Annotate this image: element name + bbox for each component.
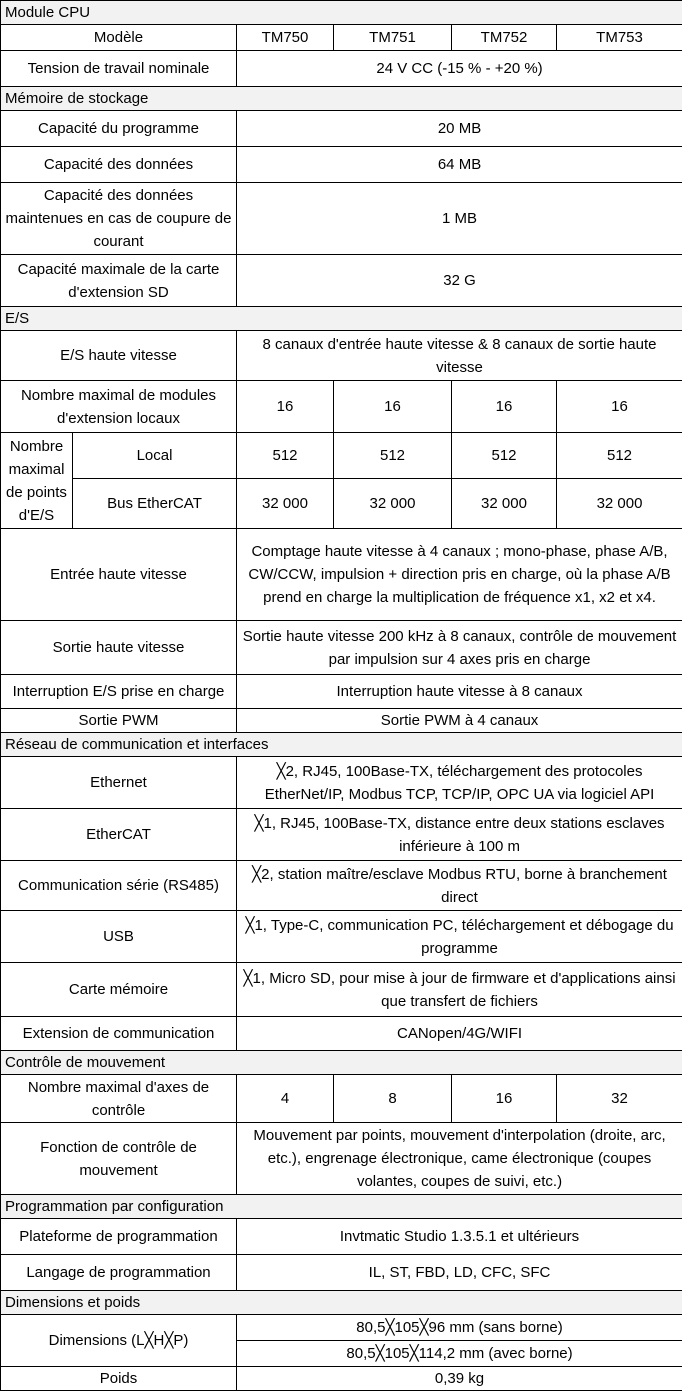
section-row-cpu (1, 1, 682, 25)
label-program-capacity: Capacité du programme (1, 111, 237, 147)
row-ethercat (1, 809, 682, 861)
value-dimensions-without-terminal: 80,5╳105╳96 mm (sans borne) (237, 1315, 682, 1341)
row-voltage (1, 51, 682, 87)
row-ethernet (1, 757, 682, 809)
model-tm751: TM751 (334, 25, 452, 51)
row-max-axes (1, 1075, 682, 1123)
value-language: IL, ST, FBD, LD, CFC, SFC (237, 1255, 682, 1291)
value-ext-modules-tm751: 16 (334, 381, 452, 433)
value-data-capacity: 64 MB (237, 147, 682, 183)
row-data-capacity (1, 147, 682, 183)
label-rs485: Communication série (RS485) (1, 861, 237, 911)
section-row-io (1, 307, 682, 331)
section-title-programming: Programmation par configuration (1, 1195, 682, 1219)
value-retain-capacity: 1 MB (237, 183, 682, 255)
label-hs-output: Sortie haute vitesse (1, 621, 237, 675)
value-hs-input: Comptage haute vitesse à 4 canaux ; mono-phase, phase A/B, CW/CCW, impulsion + direction pris en charge, où la phase A/B prend en charge la multiplication de fréquence x1, x2 et x4. (237, 529, 682, 621)
row-comm-extension (1, 1017, 682, 1051)
section-title-cpu: Module CPU (1, 1, 682, 25)
value-platform: Invtmatic Studio 1.3.5.1 et ultérieurs (237, 1219, 682, 1255)
row-pwm (1, 709, 682, 733)
section-row-network (1, 733, 682, 757)
value-local-tm750: 512 (237, 433, 334, 479)
value-local-tm753: 512 (557, 433, 682, 479)
label-comm-extension: Extension de communication (1, 1017, 237, 1051)
value-ethercat-tm753: 32 000 (557, 479, 682, 529)
row-local-points (1, 433, 682, 479)
value-ethercat: ╳1, RJ45, 100Base-TX, distance entre deux stations esclaves inférieure à 100 m (237, 809, 682, 861)
section-title-io: E/S (1, 307, 682, 331)
value-hs-io: 8 canaux d'entrée haute vitesse & 8 canaux de sortie haute vitesse (237, 331, 682, 381)
label-usb: USB (1, 911, 237, 963)
label-hs-io: E/S haute vitesse (1, 331, 237, 381)
value-axes-tm751: 8 (334, 1075, 452, 1123)
value-ext-modules-tm752: 16 (452, 381, 557, 433)
section-title-storage: Mémoire de stockage (1, 87, 682, 111)
row-hs-input (1, 529, 682, 621)
value-ethernet: ╳2, RJ45, 100Base-TX, téléchargement des protocoles EtherNet/IP, Modbus TCP, TCP/IP, OPC UA via logiciel API (237, 757, 682, 809)
value-ethercat-tm751: 32 000 (334, 479, 452, 529)
value-axes-tm750: 4 (237, 1075, 334, 1123)
value-rs485: ╳2, station maître/esclave Modbus RTU, borne à branchement direct (237, 861, 682, 911)
label-hs-input: Entrée haute vitesse (1, 529, 237, 621)
row-usb (1, 911, 682, 963)
value-weight: 0,39 kg (237, 1367, 682, 1391)
row-interrupt (1, 675, 682, 709)
label-retain-capacity: Capacité des données maintenues en cas de coupure de courant (1, 183, 237, 255)
value-comm-extension: CANopen/4G/WIFI (237, 1017, 682, 1051)
value-ethercat-tm752: 32 000 (452, 479, 557, 529)
value-voltage: 24 V CC (-15 % - +20 %) (237, 51, 682, 87)
label-model: Modèle (1, 25, 237, 51)
model-tm752: TM752 (452, 25, 557, 51)
value-axes-tm752: 16 (452, 1075, 557, 1123)
label-platform: Plateforme de programmation (1, 1219, 237, 1255)
value-motion-function: Mouvement par points, mouvement d'interpolation (droite, arc, etc.), engrenage électronique, came électronique (coupes volantes, coupes de suivi, etc.) (237, 1123, 682, 1195)
label-local: Local (73, 433, 237, 479)
label-voltage: Tension de travail nominale (1, 51, 237, 87)
section-title-network: Réseau de communication et interfaces (1, 733, 682, 757)
label-memory-card: Carte mémoire (1, 963, 237, 1017)
row-ext-modules (1, 381, 682, 433)
model-tm750: TM750 (237, 25, 334, 51)
row-retain-capacity (1, 183, 682, 255)
value-interrupt: Interruption haute vitesse à 8 canaux (237, 675, 682, 709)
section-title-motion: Contrôle de mouvement (1, 1051, 682, 1075)
value-program-capacity: 20 MB (237, 111, 682, 147)
model-tm753: TM753 (557, 25, 682, 51)
value-ethercat-tm750: 32 000 (237, 479, 334, 529)
label-ethercat: EtherCAT (1, 809, 237, 861)
value-hs-output: Sortie haute vitesse 200 kHz à 8 canaux, contrôle de mouvement par impulsion sur 4 axes pris en charge (237, 621, 682, 675)
label-dimensions: Dimensions (L╳H╳P) (1, 1315, 237, 1367)
row-hs-io (1, 331, 682, 381)
value-local-tm751: 512 (334, 433, 452, 479)
value-pwm: Sortie PWM à 4 canaux (237, 709, 682, 733)
row-memory-card (1, 963, 682, 1017)
label-weight: Poids (1, 1367, 237, 1391)
label-max-axes: Nombre maximal d'axes de contrôle (1, 1075, 237, 1123)
label-language: Langage de programmation (1, 1255, 237, 1291)
label-interrupt: Interruption E/S prise en charge (1, 675, 237, 709)
value-memory-card: ╳1, Micro SD, pour mise à jour de firmware et d'applications ainsi que transfert de fichiers (237, 963, 682, 1017)
label-data-capacity: Capacité des données (1, 147, 237, 183)
value-ext-modules-tm750: 16 (237, 381, 334, 433)
row-sd-capacity (1, 255, 682, 307)
value-dimensions-with-terminal: 80,5╳105╳114,2 mm (avec borne) (237, 1341, 682, 1367)
section-row-programming (1, 1195, 682, 1219)
label-ethercat-bus: Bus EtherCAT (73, 479, 237, 529)
label-motion-function: Fonction de contrôle de mouvement (1, 1123, 237, 1195)
section-title-dims: Dimensions et poids (1, 1291, 682, 1315)
value-usb: ╳1, Type-C, communication PC, téléchargement et débogage du programme (237, 911, 682, 963)
row-weight (1, 1367, 682, 1391)
value-ext-modules-tm753: 16 (557, 381, 682, 433)
row-hs-output (1, 621, 682, 675)
row-platform (1, 1219, 682, 1255)
row-ethercat-points (1, 479, 682, 529)
section-row-dims (1, 1291, 682, 1315)
label-max-points: Nombre maximal de points d'E/S (1, 433, 73, 529)
row-motion-function (1, 1123, 682, 1195)
value-axes-tm753: 32 (557, 1075, 682, 1123)
label-ext-modules: Nombre maximal de modules d'extension locaux (1, 381, 237, 433)
label-sd-capacity: Capacité maximale de la carte d'extension SD (1, 255, 237, 307)
value-sd-capacity: 32 G (237, 255, 682, 307)
row-language (1, 1255, 682, 1291)
label-pwm: Sortie PWM (1, 709, 237, 733)
section-row-motion (1, 1051, 682, 1075)
row-dimensions-1 (1, 1315, 682, 1341)
label-ethernet: Ethernet (1, 757, 237, 809)
value-local-tm752: 512 (452, 433, 557, 479)
row-model (1, 25, 682, 51)
row-program-capacity (1, 111, 682, 147)
row-rs485 (1, 861, 682, 911)
section-row-storage (1, 87, 682, 111)
